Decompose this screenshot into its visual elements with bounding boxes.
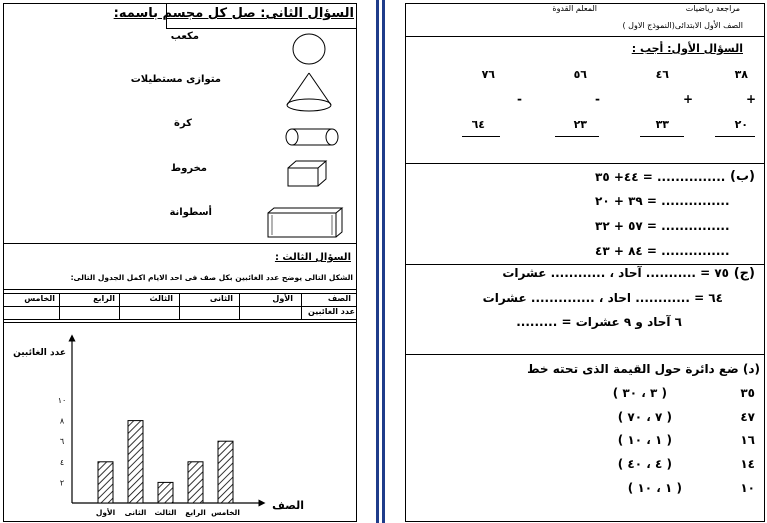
a-problem-3-bottom: ٣٣ (655, 118, 669, 131)
d-row-1-number: ٣٥ (740, 386, 755, 400)
y-tick-label: ٤ (59, 457, 65, 467)
b-label: (ب) (730, 169, 755, 184)
y-tick-label: ٦ (59, 437, 65, 447)
y-tick-label: ١٠ (57, 396, 67, 405)
q3-instruction-rule (3, 289, 357, 290)
d-title: (د) ضع دائرة حول القيمة الذى تحته خط (527, 362, 760, 376)
a-problem-3-op: + (682, 92, 693, 106)
q1-c-d-divider (405, 354, 765, 355)
a-problem-1-rule (462, 136, 500, 137)
table-col-line (239, 293, 240, 319)
table-bottom-border (3, 319, 357, 320)
c-label: (ج) (733, 266, 755, 281)
a-problem-3-rule (640, 136, 684, 137)
table-col-line (301, 293, 302, 319)
table-col-third: الثالث (149, 294, 173, 303)
table-col-line (119, 293, 120, 319)
table-col-line (59, 293, 60, 319)
shape-name-cube: مكعب (170, 31, 199, 42)
q1-b-c-divider (405, 264, 765, 265)
q3-table (3, 293, 357, 320)
d-row-3-choices[interactable]: ( ١ ، ١٠ ) (617, 433, 672, 447)
header-rule (405, 36, 765, 37)
b-line-2: ٣٩ + ٢٠ = ............... (595, 194, 730, 208)
table-row-label: عدد الغائبين (308, 307, 355, 316)
table-col-second: الثانى (209, 294, 233, 303)
q1-title: السؤال الأول: أجب : (631, 42, 743, 55)
c-line-1: ٧٥ = ........... آحاد ، ............ عشرات (502, 266, 729, 280)
x-category-label: الأول (95, 508, 116, 517)
q2-title-rule (166, 28, 356, 29)
cuboid-icon (288, 161, 326, 186)
x-category-label: الثانى (124, 508, 147, 517)
q2-q3-divider (3, 243, 357, 244)
a-problem-4-bottom: ٢٠ (734, 118, 748, 131)
table-header-label: الصف (327, 294, 351, 303)
circle-icon (293, 34, 325, 64)
shape-name-cylinder: أسطوانة (169, 207, 212, 218)
q3-title: السؤال الثالث : (274, 252, 351, 263)
y-tick-label: ٢ (59, 478, 65, 488)
d-row-4-choices[interactable]: ( ٤ ، ٤٠ ) (617, 457, 672, 471)
absences-bar-chart (40, 330, 310, 520)
q2-title-divider (166, 3, 167, 29)
a-problem-2-top: ٥٦ (573, 68, 587, 81)
header-grade: الصف الأول الابتدائى(النموذج الاول ) (622, 21, 743, 30)
shape-name-cuboid: متوازى مستطيلات (130, 74, 221, 85)
c-line-2: ٦٤ = ............ احاد ، .............. عشرات (482, 291, 723, 305)
b-line-3: ٥٧ + ٣٢ = ............... (595, 219, 730, 233)
d-row-2-number: ٤٧ (740, 410, 755, 424)
a-problem-1-bottom: ٦٤ (471, 118, 485, 131)
bar-2 (128, 421, 143, 503)
y-tick-label: ٨ (59, 416, 65, 426)
chart-y-label: عدد الغائبين (13, 348, 66, 358)
a-problem-4-rule (715, 136, 755, 137)
shape-name-sphere: كرة (174, 118, 192, 129)
a-problem-2-rule (555, 136, 599, 137)
table-top-border (3, 293, 357, 294)
q2-shapes (260, 30, 356, 242)
x-category-label: الخامس (211, 508, 240, 517)
shape-name-cone: مخروط (170, 163, 207, 174)
d-row-2-choices[interactable]: ( ٧ ، ٧٠ ) (617, 410, 672, 424)
a-problem-2-bottom: ٢٣ (573, 118, 587, 131)
table-col-first: الأول (272, 294, 293, 303)
d-row-4-number: ١٤ (740, 457, 755, 471)
q2-title: السؤال الثانى: صل كل مجسم باسمه: (113, 6, 354, 21)
d-row-1-choices[interactable]: ( ٣ ، ٣٠ ) (612, 386, 667, 400)
header-teacher: المعلم القدوة (552, 4, 597, 13)
header-subject: مراجعة رياضيات (685, 4, 740, 13)
table-col-fourth: الرابع (93, 294, 115, 303)
d-row-5-number: ١٠ (740, 481, 755, 495)
table-middle-border (3, 306, 357, 307)
a-problem-1-op: - (517, 92, 522, 106)
a-problem-4-top: ٣٨ (734, 68, 748, 81)
page-separator-left (376, 0, 379, 523)
cube-icon (268, 208, 342, 237)
bar-3 (158, 482, 173, 503)
d-row-5-choices[interactable]: ( ١ ، ١٠ ) (627, 481, 682, 495)
x-category-label: الثالث (154, 508, 177, 517)
a-problem-3-top: ٤٦ (655, 68, 669, 81)
page-separator-right (382, 0, 385, 523)
b-line-1: ٤٤+ ٣٥ = ............... (595, 170, 726, 184)
a-problem-2-op: - (595, 92, 600, 106)
q1-a-b-divider (405, 163, 765, 164)
table-col-line (179, 293, 180, 319)
cone-icon (287, 73, 331, 111)
d-row-3-number: ١٦ (740, 433, 755, 447)
c-line-3: ٦ آحاد و ٩ عشرات = ......... (516, 315, 682, 329)
a-problem-4-op: + (745, 92, 756, 106)
bar-1 (98, 462, 113, 503)
table-chart-divider (3, 322, 357, 323)
table-col-fifth: الخامس (24, 294, 55, 303)
a-problem-1-top: ٧٦ (481, 68, 495, 81)
chart-x-label: الصف (272, 499, 304, 512)
bar-4 (188, 462, 203, 503)
x-category-label: الرابع (185, 508, 206, 517)
cylinder-icon (286, 129, 338, 145)
q3-instruction: الشكل التالى يوضح عدد الغائبين بكل صف فى احد الايام اكمل الجدول التالى: (70, 273, 353, 282)
bar-5 (218, 441, 233, 503)
b-line-4: ٨٤ + ٤٣ = ............... (595, 244, 730, 258)
